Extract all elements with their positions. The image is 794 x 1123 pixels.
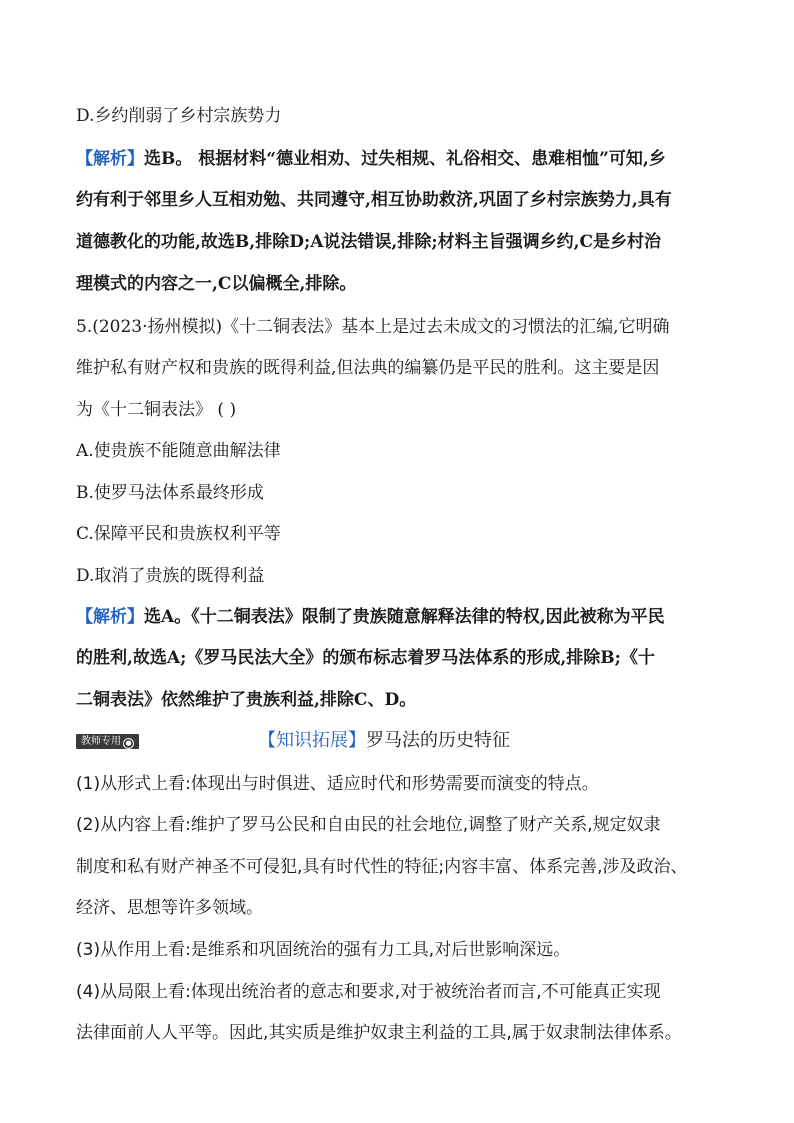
analysis-1-line-1 [76, 148, 724, 170]
analysis-1-text-1: 选B。 根据材料“德业相劝、过失相规、礼俗相交、患难相恤”可知,乡 [144, 149, 666, 169]
question-5-line-3: 为《十二铜表法》 ( ) [76, 400, 237, 420]
feature-2-line-1: (2)从内容上看:维护了罗马公民和自由民的社会地位,调整了财产关系,规定奴隶 [76, 815, 661, 835]
analysis-1-line-3: 道德教化的功能,故选B,排除D;A说法错误,排除;材料主旨强调乡约,C是乡村治 [76, 232, 662, 252]
feature-4-line-1: (4)从局限上看:体现出统治者的意志和要求,对于被统治者而言,不可能真正实现 [76, 982, 661, 1002]
feature-2-line-2: 制度和私有财产神圣不可侵犯,具有时代性的特征;内容丰富、体系完善,涉及政治、 [76, 857, 688, 877]
extension-title: 罗马法的历史特征 [366, 730, 510, 751]
option-d: D.取消了贵族的既得利益 [76, 566, 265, 586]
question-5-line-2: 维护私有财产权和贵族的既得利益,但法典的编纂仍是平民的胜利。这主要是因 [76, 358, 660, 378]
analysis-1-line-2: 约有利于邻里乡人互相劝勉、共同遵守,相互协助救济,巩固了乡村宗族势力,具有 [76, 190, 672, 210]
analysis-1-line-4: 理模式的内容之一,C以偏概全,排除。 [76, 274, 357, 294]
circle-icon: ● [123, 738, 134, 749]
option-d-previous: D.乡约削弱了乡村宗族势力 [76, 106, 282, 126]
option-b: B.使罗马法体系最终形成 [76, 483, 264, 503]
analysis-2-line-1 [76, 606, 724, 628]
analysis-tag: 【解析】 [76, 607, 144, 627]
analysis-2-line-2: 的胜利,故选A;《罗马民法大全》的颁布标志着罗马法体系的形成,排除B;《十 [76, 648, 655, 668]
analysis-tag: 【解析】 [76, 149, 144, 169]
analysis-2-text-1: 选A。《十二铜表法》限制了贵族随意解释法律的特权,因此被称为平民 [144, 607, 665, 627]
option-a: A.使贵族不能随意曲解法律 [76, 441, 281, 461]
feature-1: (1)从形式上看:体现出与时俱进、适应时代和形势需要而演变的特点。 [76, 774, 599, 794]
feature-4-line-2: 法律面前人人平等。因此,其实质是维护奴隶主利益的工具,属于奴隶制法律体系。 [76, 1023, 682, 1043]
analysis-2-line-3: 二铜表法》依然维护了贵族利益,排除C、D。 [76, 690, 417, 710]
teacher-only-badge [76, 734, 139, 749]
teacher-only-label: 教师专用 [81, 736, 121, 747]
question-5-line-1: 5.(2023·扬州模拟)《十二铜表法》基本上是过去未成文的习惯法的汇编,它明确 [76, 317, 670, 337]
option-c: C.保障平民和贵族权利平等 [76, 524, 281, 544]
extension-tag: 【知识拓展】 [258, 730, 366, 751]
knowledge-extension-heading [258, 730, 510, 752]
feature-3: (3)从作用上看:是维系和巩固统治的强有力工具,对后世影响深远。 [76, 940, 571, 960]
feature-2-line-3: 经济、思想等许多领域。 [76, 898, 263, 918]
